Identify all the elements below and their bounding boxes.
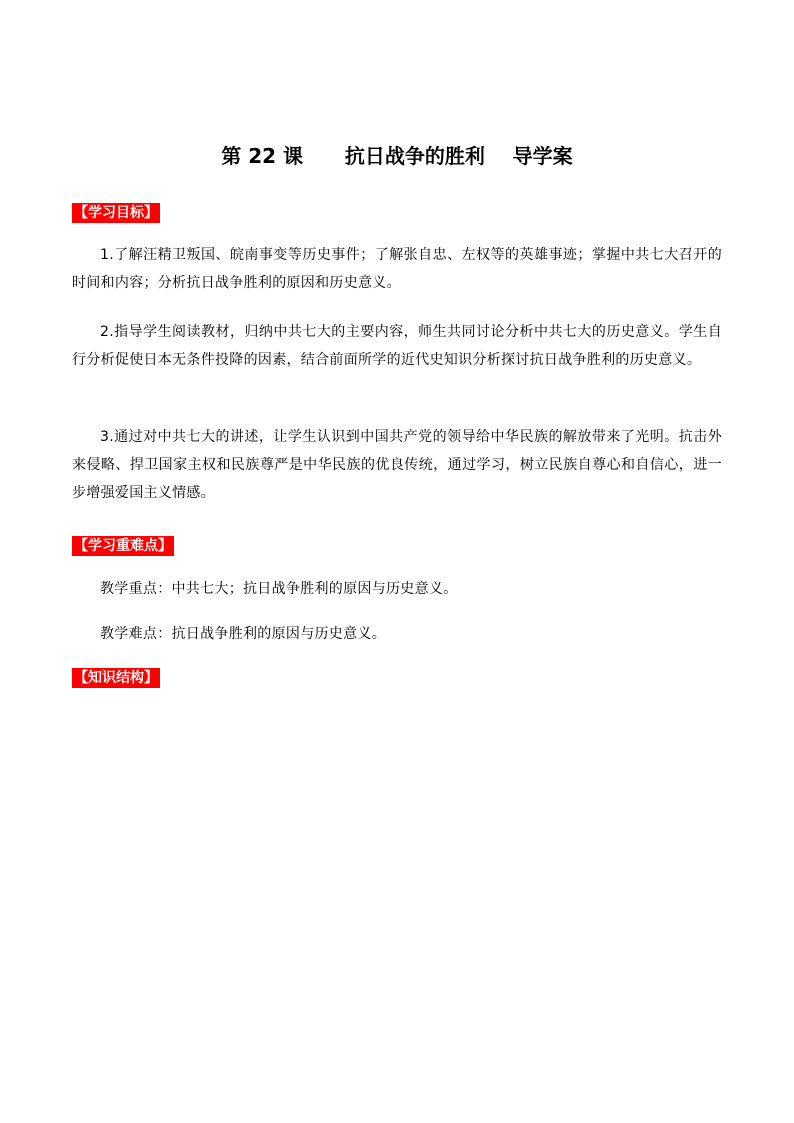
objective-paragraph-1: 1.了解汪精卫叛国、皖南事变等历史事件；了解张自忠、左权等的英雄事迹；掌握中共七大召开的时间和内容；分析抗日战争胜利的原因和历史意义。 bbox=[72, 247, 722, 291]
objective-paragraph-2: 2.指导学生阅读教材，归纳中共七大的主要内容，师生共同讨论分析中共七大的历史意义。学生自行分析促使日本无条件投降的因素，结合前面所学的近代史知识分析探讨抗日战争胜利的历史意义。 bbox=[72, 324, 722, 368]
teaching-focus: 教学重点：中共七大；抗日战争胜利的原因与历史意义。 bbox=[100, 581, 458, 597]
teaching-difficulty: 教学难点：抗日战争胜利的原因与历史意义。 bbox=[100, 626, 386, 642]
objective-paragraph-3: 3.通过对中共七大的讲述，让学生认识到中国共产党的领导给中华民族的解放带来了光明。抗击外来侵略、捍卫国家主权和民族尊严是中华民族的优良传统，通过学习，树立民族自尊心和自信心，进一步增强爱国主义情感。 bbox=[72, 429, 722, 501]
section-tag-objectives: 【学习目标】 bbox=[74, 205, 158, 221]
section-tag-key-points: 【学习重难点】 bbox=[74, 538, 172, 554]
page-title: 第 22 课 抗日战争的胜利 导学案 bbox=[221, 144, 573, 168]
section-tag-structure: 【知识结构】 bbox=[74, 670, 158, 686]
